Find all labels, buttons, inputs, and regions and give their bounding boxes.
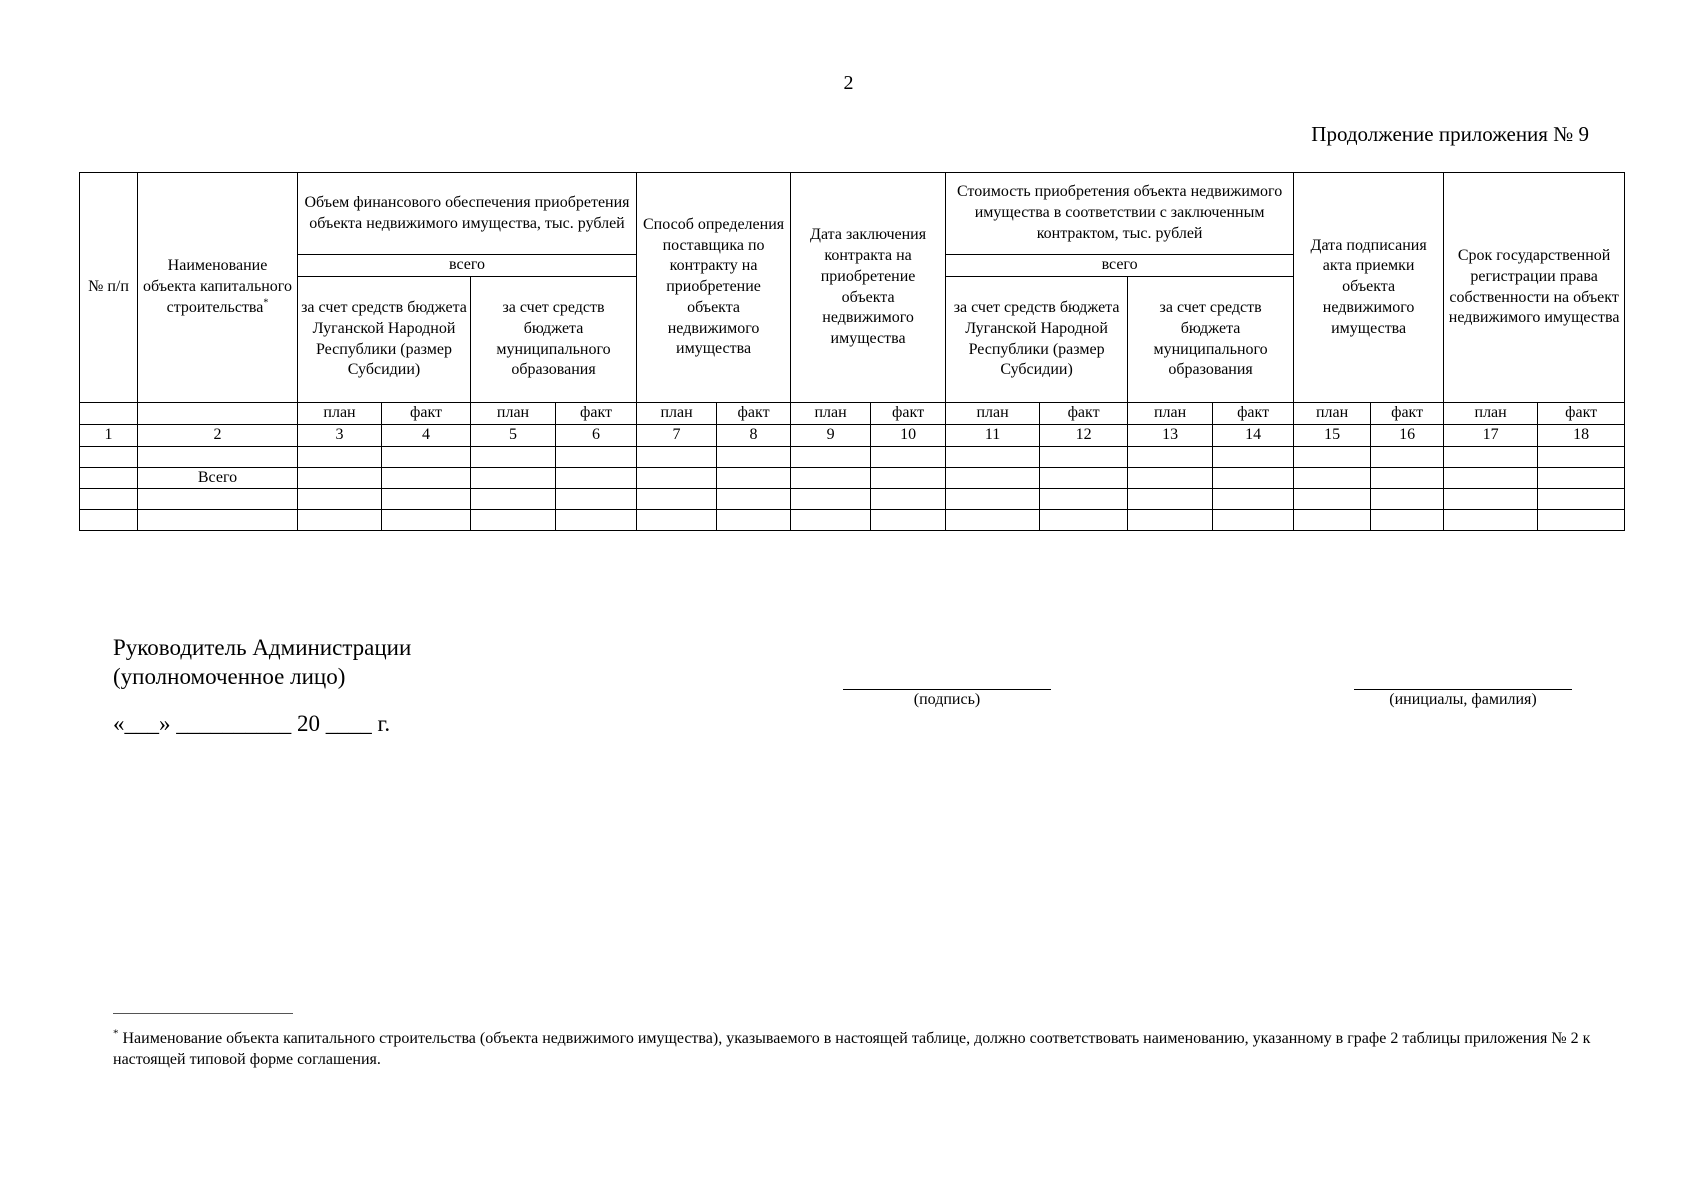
header-finance-lnr-budget: за счет средств бюджета Луганской Народной Республики (размер Субсидии) [298,277,471,403]
column-number: 2 [138,424,298,446]
table-cell[interactable] [471,510,556,531]
header-plan: план [471,403,556,425]
table-cell[interactable] [382,510,471,531]
table-cell[interactable] [382,446,471,467]
header-plan: план [1128,403,1213,425]
table-cell[interactable] [298,510,382,531]
table-cell[interactable] [556,446,637,467]
table-cell[interactable] [1538,467,1625,489]
header-fact: факт [1538,403,1625,425]
column-number: 18 [1538,424,1625,446]
table-cell[interactable] [1371,489,1444,510]
column-number: 7 [637,424,717,446]
table-cell[interactable] [556,489,637,510]
column-number: 1 [80,424,138,446]
table-cell[interactable] [1040,489,1128,510]
table-cell[interactable] [1538,489,1625,510]
table-cell[interactable] [382,467,471,489]
table-cell[interactable] [1538,446,1625,467]
header-object-name [138,173,298,403]
header-acquisition-cost: Стоимость приобретения объекта недвижимого имущества в соответствии с заключенным контрактом, тыс. рублей [946,173,1294,255]
header-contract-date: Дата заключения контракта на приобретение объекта недвижимого имущества [791,173,946,403]
table-cell[interactable] [382,489,471,510]
table-cell[interactable] [1213,489,1294,510]
column-number: 16 [1371,424,1444,446]
header-plan: план [791,403,871,425]
column-number: 10 [871,424,946,446]
header-finance-volume: Объем финансового обеспечения приобретения объекта недвижимого имущества, тыс. рублей [298,173,637,255]
table-row [80,510,1625,531]
name-caption: (инициалы, фамилия) [1389,691,1537,708]
header-object-name-text: Наименование объекта капитального строительства [143,257,292,316]
header-plan: план [1294,403,1371,425]
column-number: 17 [1444,424,1538,446]
header-object-name-continued [138,403,298,425]
table-cell[interactable] [791,489,871,510]
table-cell[interactable] [1128,510,1213,531]
header-fact: факт [717,403,791,425]
table-cell[interactable] [298,446,382,467]
table-cell[interactable] [80,467,138,489]
table-cell[interactable] [791,510,871,531]
header-fact: факт [556,403,637,425]
table-cell[interactable] [80,489,138,510]
table-cell[interactable] [471,467,556,489]
header-row-number-continued [80,403,138,425]
table-cell[interactable] [946,446,1040,467]
table-cell[interactable] [1371,467,1444,489]
header-cost-lnr-budget: за счет средств бюджета Луганской Народной Республики (размер Субсидии) [946,277,1128,403]
table-cell[interactable] [138,489,298,510]
table-cell[interactable] [637,446,717,467]
name-line[interactable] [1354,689,1572,690]
signer-position: Руководитель Администрации [113,635,412,660]
signer-position-note: (уполномоченное лицо) [113,664,346,689]
table-cell[interactable] [791,446,871,467]
column-number: 15 [1294,424,1371,446]
footnote-text: Наименование объекта капитального строительства (объекта недвижимого имущества), указываемого в настоящей таблице, должно соответствовать наименованию, указанному в графе 2 таблицы приложения № 2 к настоящей типовой форме соглашения. [113,1030,1591,1068]
header-fact: факт [1040,403,1128,425]
header-finance-municipal-budget: за счет средств бюджета муниципального образования [471,277,637,403]
column-number: 8 [717,424,791,446]
header-acceptance-date: Дата подписания акта приемки объекта недвижимого имущества [1294,173,1444,403]
annex-title: Продолжение приложения № 9 [1311,122,1589,146]
table-row [80,446,1625,467]
total-row-label: Всего [138,467,298,489]
table-cell[interactable] [1213,446,1294,467]
table-cell[interactable] [298,489,382,510]
table-cell[interactable] [1213,510,1294,531]
table-cell[interactable] [717,446,791,467]
table-cell[interactable] [1294,467,1371,489]
footnote-mark: * [113,1027,119,1040]
column-number: 5 [471,424,556,446]
header-fact: факт [871,403,946,425]
table-cell[interactable] [946,510,1040,531]
column-number: 9 [791,424,871,446]
header-plan: план [298,403,382,425]
table-cell[interactable] [1040,467,1128,489]
table-cell[interactable] [1128,446,1213,467]
table-cell[interactable] [1294,446,1371,467]
signature-caption: (подпись) [913,691,981,708]
header-row-number: № п/п [80,173,138,403]
table-cell[interactable] [1128,467,1213,489]
table-cell[interactable] [556,467,637,489]
column-number: 14 [1213,424,1294,446]
column-number: 4 [382,424,471,446]
table-cell[interactable] [1213,467,1294,489]
table-cell[interactable] [556,510,637,531]
header-finance-total: всего [298,255,637,277]
table-cell[interactable] [1371,510,1444,531]
table-cell[interactable] [471,489,556,510]
header-plan: план [637,403,717,425]
table-cell[interactable] [871,467,946,489]
table-cell[interactable] [637,510,717,531]
footnote-divider [113,1013,293,1014]
signer-block [113,633,411,691]
table-cell[interactable] [871,446,946,467]
table-cell[interactable] [1040,510,1128,531]
column-number-row [80,424,1625,446]
table-cell[interactable] [80,510,138,531]
table-cell[interactable] [637,489,717,510]
signature-line[interactable] [843,689,1051,690]
table-cell[interactable] [871,489,946,510]
header-registration-term: Срок государственной регистрации права собственности на объект недвижимого имущества [1444,173,1625,403]
table-cell[interactable] [1444,446,1538,467]
header-fact: факт [1371,403,1444,425]
column-number: 12 [1040,424,1128,446]
table-cell[interactable] [138,510,298,531]
column-number: 6 [556,424,637,446]
table-cell[interactable] [637,467,717,489]
header-fact: факт [382,403,471,425]
table-cell[interactable] [717,489,791,510]
table-row [80,489,1625,510]
table-cell[interactable] [1128,489,1213,510]
table-cell[interactable] [717,467,791,489]
table-cell[interactable] [1444,467,1538,489]
header-supplier-method: Способ определения поставщика по контракту на приобретение объекта недвижимого имущества [637,173,791,403]
column-number: 13 [1128,424,1213,446]
table-cell[interactable] [946,467,1040,489]
table-cell[interactable] [1371,446,1444,467]
table-cell[interactable] [138,446,298,467]
footnote-reference-mark: * [263,297,269,309]
page-number: 2 [843,72,854,94]
header-plan: план [1444,403,1538,425]
column-number: 3 [298,424,382,446]
table-cell[interactable] [1294,510,1371,531]
table-cell[interactable] [1040,446,1128,467]
table-cell[interactable] [471,446,556,467]
table-cell[interactable] [1538,510,1625,531]
total-row [80,467,1625,489]
table-cell[interactable] [1444,489,1538,510]
date-line: «___» __________ 20 ____ г. [113,711,391,736]
table-cell[interactable] [298,467,382,489]
table-cell[interactable] [791,467,871,489]
table-cell[interactable] [1444,510,1538,531]
table-cell[interactable] [717,510,791,531]
footnote [113,1028,1591,1070]
table-cell[interactable] [871,510,946,531]
header-fact: факт [1213,403,1294,425]
table-cell[interactable] [80,446,138,467]
table-cell[interactable] [1294,489,1371,510]
table-cell[interactable] [946,489,1040,510]
report-table [79,172,1625,531]
header-plan: план [946,403,1040,425]
column-number: 11 [946,424,1040,446]
header-cost-total: всего [946,255,1294,277]
header-cost-municipal-budget: за счет средств бюджета муниципального образования [1128,277,1294,403]
